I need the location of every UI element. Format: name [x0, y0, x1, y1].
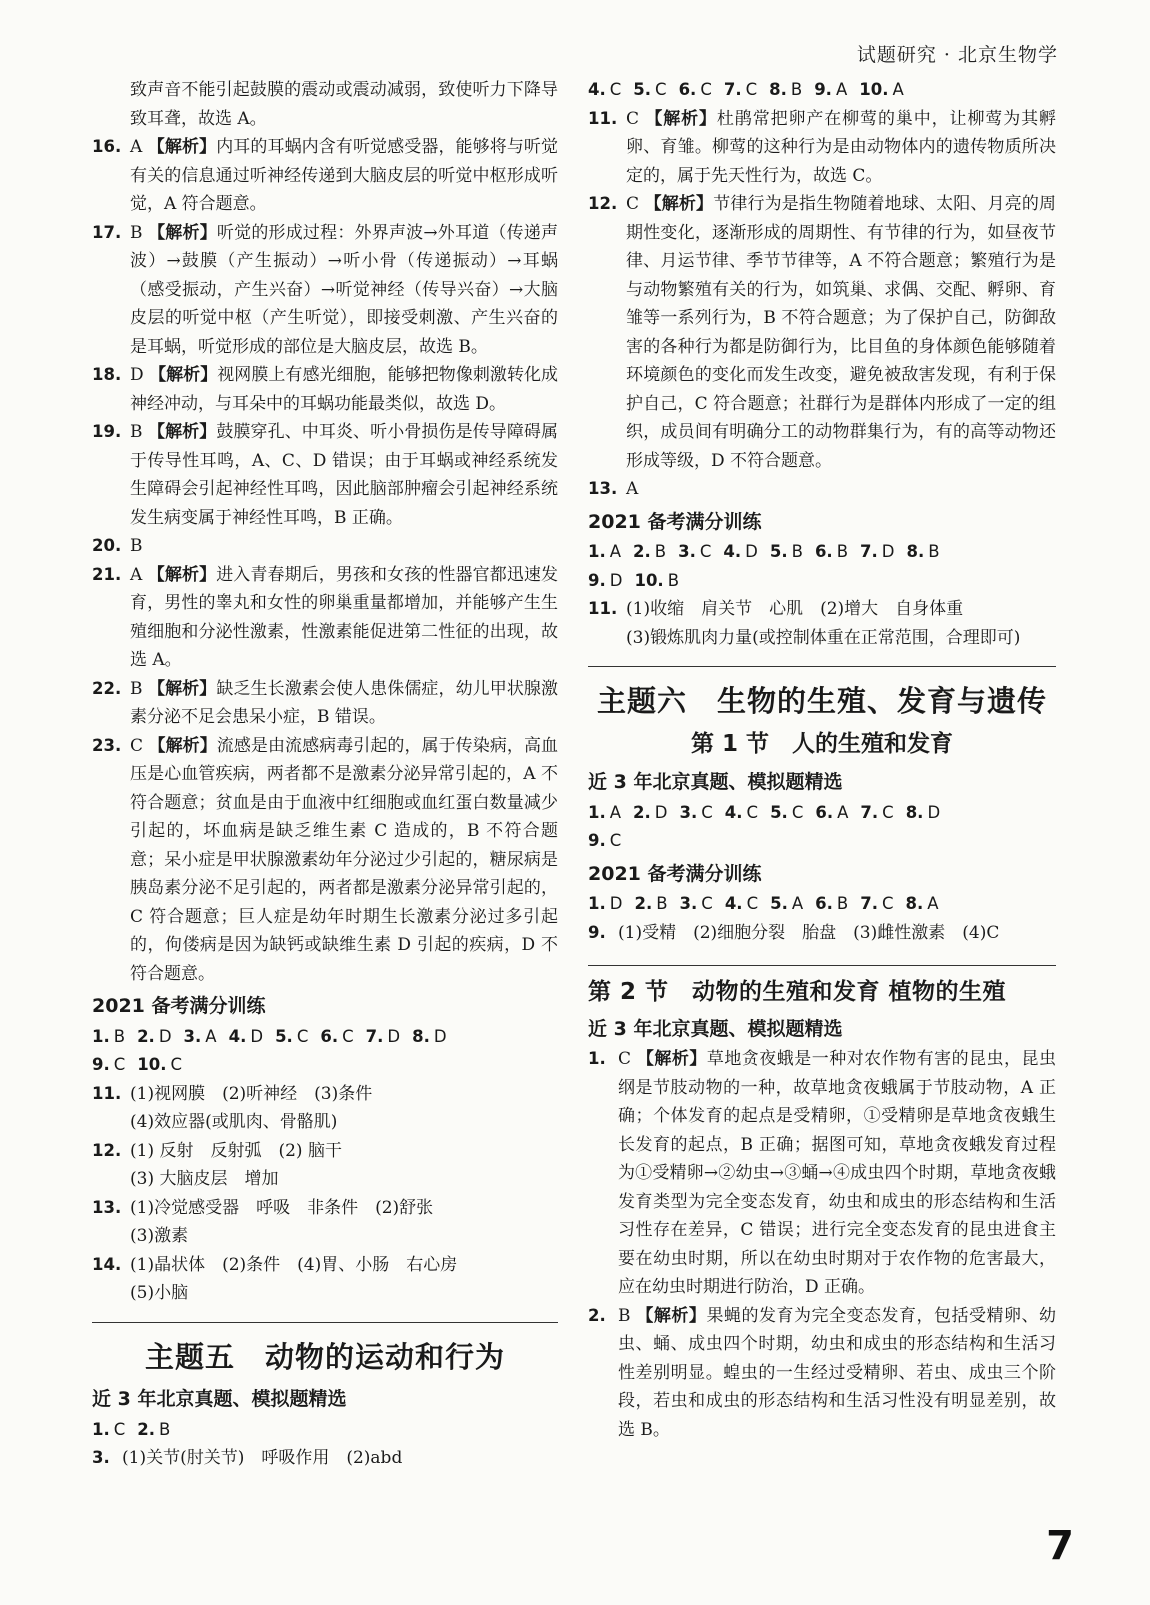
answer-text	[130, 133, 558, 219]
answer-row	[92, 1416, 558, 1445]
answer-letter: B	[667, 570, 680, 590]
answer-text	[130, 1080, 558, 1137]
question-number: 3.	[679, 894, 698, 913]
left-column	[92, 76, 558, 1473]
question-number: 18.	[92, 365, 122, 384]
fill-answer-list	[92, 1080, 558, 1308]
answer-letter: A	[609, 542, 622, 561]
topic6-title: 主题六 生物的生殖、发育与遗传	[596, 684, 1047, 718]
analysis-text: 缺乏生长激素会使人患侏儒症，幼儿甲状腺激素分泌不足会患呆小症，B 错误。	[130, 678, 559, 727]
answer-letter: D	[654, 802, 668, 822]
question-number: 7.	[723, 80, 742, 99]
question-number: 16.	[92, 137, 122, 156]
answer-item	[92, 1251, 558, 1308]
answer-line: (3) 大脑皮层 增加	[130, 1169, 279, 1189]
analysis-text: 草地贪夜蛾是一种对农作物有害的昆虫，昆虫纲是节肢动物的一种，故草地贪夜蛾属于节肢动物，A 正确；个体发育的起点是受精卵，①受精卵是草地贪夜蛾生长发育的起点，B 正确；据图可知，草地贪夜蛾发育过程为①受精卵→②幼虫→③蛹→④成虫四个时期，草地贪夜蛾发育类型为完全变态发育，幼虫和成虫的形态结构和生活习性存在差异，C 错误；进行完全变态发育的昆虫进食主要在幼虫时期，所以在幼虫时期对于农作物的危害最大，应在幼虫时期进行防治，D 正确。	[618, 1049, 1057, 1297]
answer-letter: A	[626, 479, 639, 499]
analysis-text: 流感是由流感病毒引起的，属于传染病，高血压是心血管疾病，两者都不是激素分泌异常引起的，A 不符合题意；贫血是由于血液中红细胞或血红蛋白数量减少引起的，坏血病是缺乏维生素 C 造成的，B 不符合题意；呆小症是甲状腺激素幼年分泌过少引起的，糖尿病是胰岛素分泌不足引起的，两者都是激素分泌异常引起的，C 符合题意；巨人症是幼年时期生长激素分泌过多引起的，佝偻病是因为缺钙或缺维生素 D 引起的疾病，D 不符合题意。	[130, 735, 559, 984]
topic5-title: 主题五 动物的运动和行为	[144, 1339, 505, 1374]
section1-subheading: 近 3 年北京真题、模拟题精选	[588, 771, 843, 793]
question-number: 6.	[320, 1026, 339, 1046]
answer-text	[618, 1045, 1056, 1302]
question-number: 10.	[634, 570, 664, 590]
answer-line: (1)收缩 肩关节 心肌 (2)增大 自身体重	[626, 599, 964, 619]
question-number: 8.	[905, 802, 924, 822]
question-number: 13.	[92, 1197, 122, 1217]
question-number: 3.	[183, 1026, 202, 1046]
answer-row	[92, 1051, 558, 1080]
answer-text: (1)关节(肘关节) 呼吸作用 (2)abd	[122, 1448, 403, 1468]
answer-item	[92, 675, 558, 732]
answer-letter: D	[433, 1026, 447, 1046]
question-number: 1.	[588, 894, 606, 913]
answer-row	[588, 538, 1056, 567]
question-number: 10.	[137, 1055, 167, 1074]
answer-letter: C	[618, 1049, 632, 1069]
analysis-text: 鼓膜穿孔、中耳炎、听小骨损伤是传导障碍属于传导性耳鸣，A、C、D 错误；由于耳蜗或神经系统发生障碍会引起神经性耳鸣，因此脑部肿瘤会引起神经系统发生病变属于神经性耳鸣，B 正确。	[130, 422, 559, 528]
answer-letter: D	[745, 542, 758, 561]
answer-row	[92, 1023, 558, 1052]
answer-letter: C	[700, 80, 712, 99]
answer-letter: B	[130, 536, 143, 556]
question-number: 4.	[588, 80, 606, 99]
answer-letter: C	[170, 1055, 183, 1074]
question-number: 4.	[228, 1026, 247, 1046]
analysis-tag: 【解析】	[636, 1305, 707, 1326]
answer-letter: B	[791, 542, 803, 561]
answer-letter: B	[790, 80, 803, 99]
answer-item	[92, 1194, 558, 1251]
answer-letter: D	[387, 1026, 401, 1046]
question-number: 11.	[92, 1083, 122, 1103]
answer-item	[588, 190, 1056, 475]
answer-letter: B	[130, 222, 143, 243]
analysis-text: 进入青春期后，男孩和女孩的性器官都迅速发育，男性的睾丸和女性的卵巢重量都增加，并能够产生生殖细胞和分泌性激素，性激素能促进第二性征的出现，故选 A。	[130, 564, 559, 670]
question-number: 2.	[137, 1026, 155, 1046]
question-number: 1.	[92, 1026, 110, 1046]
answer-letter: D	[250, 1026, 264, 1046]
question-number: 9.	[588, 570, 606, 590]
answer-letter: D	[158, 1026, 172, 1046]
question-number: 4.	[724, 894, 743, 913]
answer-text	[130, 361, 558, 418]
question-number: 1.	[588, 802, 606, 822]
answer-letter: C	[626, 194, 640, 214]
answer-letter: D	[609, 894, 623, 913]
section1-title: 第 1 节 人的生殖和发育	[690, 730, 954, 757]
question-number: 9.	[588, 831, 606, 850]
answer-letter: B	[130, 678, 143, 699]
topic5-subheading: 近 3 年北京真题、模拟题精选	[92, 1388, 347, 1410]
analysis-text: 节律行为是指生物随着地球、太阳、月亮的周期性变化，逐渐形成的周期性、有节律的行为，如昼夜节律、月运节律、季节节律等，A 不符合题意；繁殖行为是与动物繁殖有关的行为，如筑巢、求偶、交配、孵卵、育雏等一系列行为，B 不符合题意；为了保护自己，防御敌害的各种行为都是防御行为，比目鱼的身体颜色能够随着环境颜色的变化而发生改变，避免被敌害发现，有利于保护自己，C 符合题意；社群行为是群体内形成了一定的组织，成员间有明确分工的动物群集行为，有的高等动物还形成等级，D 不符合题意。	[626, 194, 1057, 471]
section2-answer-list	[588, 1045, 1056, 1444]
answer-row	[588, 890, 1056, 919]
answer-letter: C	[745, 80, 758, 99]
answer-item	[588, 919, 1056, 948]
question-number: 7.	[365, 1026, 384, 1046]
answer-letter: A	[609, 802, 622, 822]
analysis-text: 果蝇的发育为完全变态发育，包括受精卵、幼虫、蛹、成虫四个时期，幼虫和成虫的形态结构和生活习性差别明显。蝗虫的一生经过受精卵、若虫、成虫三个阶段，若虫和成虫的形态结构和生活习性没有明显差别，故选 B。	[618, 1305, 1057, 1440]
question-number: 6.	[815, 802, 834, 822]
answer-letter: C	[746, 894, 759, 913]
answer-letter: C	[113, 1419, 126, 1439]
answer-line: (3)锻炼肌肉力量(或控制体重在正常范围，合理即可)	[626, 627, 1021, 648]
answer-item	[588, 1045, 1056, 1302]
question-number: 9.	[814, 80, 832, 99]
answer-letter: C	[881, 894, 894, 913]
answer-text	[618, 1302, 1056, 1445]
answer-item	[92, 219, 558, 362]
section2-title: 第 2 节 动物的生殖和发育 植物的生殖	[588, 965, 1056, 1007]
analysis-text: 内耳的耳蜗内含有听觉感受器，能够将与听觉有关的信息通过听神经传递到大脑皮层的听觉中枢形成听觉，A 符合题意。	[130, 137, 559, 214]
question-number: 2.	[633, 802, 651, 822]
question-number: 12.	[588, 194, 618, 213]
answer-letter: D	[927, 802, 941, 822]
answer-letter: C	[113, 1055, 126, 1074]
analysis-text: 杜鹃常把卵产在柳莺的巢中，让柳莺为其孵卵、育雏。柳莺的这种行为是由动物体内的遗传物质所决定的，属于先天性行为，故选 C。	[626, 108, 1057, 186]
analysis-tag: 【解析】	[147, 564, 217, 585]
answer-letter: C	[655, 80, 667, 99]
answer-text	[626, 475, 1056, 504]
answer-letter: B	[836, 542, 849, 561]
question-number: 5.	[770, 802, 788, 822]
left-answer-list	[92, 133, 558, 988]
answer-row	[588, 567, 1056, 596]
question-number: 5.	[769, 542, 788, 561]
answer-letter: B	[656, 894, 668, 913]
continued-paragraph: 致声音不能引起鼓膜的震动或震动减弱，致使听力下降导致耳聋，故选 A。	[130, 80, 558, 129]
question-number: 11.	[588, 599, 618, 618]
answer-line: (1)冷觉感受器 呼吸 非条件 (2)舒张	[130, 1197, 434, 1218]
analysis-tag: 【解析】	[636, 1049, 707, 1069]
answer-item	[92, 1137, 558, 1194]
answer-letter: B	[618, 1305, 631, 1326]
answer-row	[588, 799, 1056, 828]
answer-item	[92, 361, 558, 418]
question-number: 10.	[859, 80, 889, 99]
question-number: 7.	[860, 542, 878, 561]
answer-line: (4)效应器(或肌肉、骨骼肌)	[130, 1112, 338, 1132]
answer-item	[92, 1444, 558, 1473]
answer-line: (3)激素	[130, 1226, 189, 1246]
answer-row	[588, 827, 1056, 856]
answer-item	[92, 532, 558, 561]
answer-letter: A	[837, 802, 849, 822]
answer-letter: C	[626, 108, 640, 129]
right-answer-list	[588, 105, 1056, 504]
question-number: 20.	[92, 536, 122, 555]
question-number: 22.	[92, 678, 122, 698]
answer-row	[588, 76, 1056, 105]
right-column	[588, 76, 1056, 1444]
question-number: 5.	[770, 894, 788, 913]
answer-text	[626, 595, 1056, 652]
analysis-tag: 【解析】	[148, 678, 217, 699]
question-number: 3.	[679, 802, 698, 822]
analysis-tag: 【解析】	[148, 735, 217, 756]
question-number: 2.	[633, 542, 651, 561]
question-number: 9.	[92, 1055, 110, 1074]
answer-item	[92, 561, 558, 675]
answer-letter: D	[881, 542, 895, 561]
answer-item	[92, 732, 558, 989]
answer-letter: A	[927, 894, 939, 913]
answer-letter: B	[159, 1419, 171, 1439]
answer-letter: A	[130, 564, 143, 585]
question-number: 2.	[137, 1419, 156, 1439]
answer-text	[130, 732, 558, 989]
analysis-tag: 【解析】	[148, 222, 217, 243]
question-number: 8.	[412, 1026, 430, 1046]
question-number: 7.	[860, 802, 879, 822]
page-number: 7	[1046, 1523, 1074, 1569]
answer-text	[130, 219, 558, 362]
question-number: 17.	[92, 222, 122, 242]
answer-letter: C	[746, 802, 759, 822]
answer-line: (1)晶状体 (2)条件 (4)胃、小肠 右心房	[130, 1254, 458, 1275]
answer-text	[130, 532, 558, 561]
question-number: 4.	[724, 802, 743, 822]
answer-item	[92, 418, 558, 532]
question-number: 19.	[92, 422, 122, 441]
question-number: 11.	[588, 108, 618, 128]
question-number: 5.	[633, 80, 652, 99]
answer-item	[588, 105, 1056, 191]
analysis-text: 视网膜上有感光细胞，能够把物像刺激转化成神经冲动，与耳朵中的耳蜗功能最类似，故选 D。	[130, 365, 559, 414]
question-number: 13.	[588, 479, 618, 498]
answer-letter: C	[699, 542, 712, 561]
question-number: 2.	[634, 894, 653, 913]
question-number: 1.	[588, 542, 606, 561]
question-number: 8.	[905, 894, 924, 913]
answer-line: (5)小脑	[130, 1283, 189, 1303]
question-number: 3.	[92, 1448, 110, 1467]
answer-text	[130, 1251, 558, 1308]
analysis-tag: 【解析】	[149, 365, 218, 385]
answer-letter: B	[836, 894, 849, 913]
question-number: 6.	[814, 542, 833, 561]
question-number: 3.	[678, 542, 696, 561]
answer-text	[626, 105, 1056, 191]
answer-letter: B	[130, 422, 143, 442]
question-number: 9.	[588, 922, 606, 942]
answer-letter: C	[791, 802, 804, 822]
question-number: 1.	[588, 1049, 606, 1068]
analysis-tag: 【解析】	[645, 108, 717, 129]
answer-letter: C	[701, 894, 713, 913]
answer-text: (1)受精 (2)细胞分裂 胎盘 (3)雌性激素 (4)C	[618, 922, 1000, 943]
answer-text	[130, 1194, 558, 1251]
answer-letter: C	[609, 831, 622, 850]
answer-text	[130, 1137, 558, 1194]
running-header: 试题研究 · 北京生物学	[856, 44, 1058, 66]
answer-letter: A	[791, 894, 804, 913]
question-number: 12.	[92, 1140, 122, 1160]
answer-text	[130, 561, 558, 675]
answer-item	[588, 475, 1056, 504]
answer-letter: B	[654, 542, 667, 561]
answer-item	[588, 595, 1056, 652]
answer-text	[130, 675, 558, 732]
question-number: 7.	[860, 894, 878, 913]
answer-letter: C	[882, 802, 894, 822]
answer-letter: B	[928, 542, 940, 561]
question-number: 14.	[92, 1254, 122, 1274]
question-number: 21.	[92, 564, 122, 584]
training-heading: 2021 备考满分训练	[92, 995, 266, 1017]
answer-line: (1)视网膜 (2)听神经 (3)条件	[130, 1083, 373, 1104]
question-number: 5.	[275, 1026, 293, 1046]
answer-line: (1) 反射 反射弧 (2) 脑干	[130, 1140, 342, 1161]
section2-subheading: 近 3 年北京真题、模拟题精选	[588, 1017, 843, 1040]
answer-item	[92, 133, 558, 219]
answer-letter: C	[342, 1026, 354, 1046]
answer-text	[130, 418, 558, 532]
question-number: 6.	[678, 80, 697, 99]
answer-letter: C	[609, 80, 622, 99]
answer-text	[626, 190, 1056, 475]
answer-letter: C	[296, 1026, 309, 1046]
answer-letter: C	[130, 735, 144, 756]
answer-letter: D	[609, 570, 623, 590]
question-number: 2.	[588, 1305, 606, 1325]
question-number: 1.	[92, 1419, 110, 1439]
section-divider	[588, 666, 1056, 667]
answer-letter: B	[113, 1026, 126, 1046]
question-number: 6.	[815, 894, 833, 913]
answer-item	[92, 1080, 558, 1137]
question-number: 4.	[723, 542, 742, 561]
answer-item	[588, 1302, 1056, 1445]
answer-letter: A	[835, 80, 848, 99]
answer-letter: A	[892, 80, 904, 99]
answer-letter: C	[701, 802, 713, 822]
analysis-tag: 【解析】	[148, 422, 217, 442]
answer-letter: A	[205, 1026, 217, 1046]
training-heading: 2021 备考满分训练	[588, 510, 762, 533]
training-heading: 2021 备考满分训练	[588, 862, 762, 885]
analysis-tag: 【解析】	[644, 194, 714, 214]
question-number: 8.	[906, 542, 925, 561]
analysis-text: 听觉的形成过程：外界声波→外耳道（传递声波）→鼓膜（产生振动）→听小骨（传递振动）→耳蜗（感受振动，产生兴奋）→听觉神经（传导兴奋）→大脑皮层的听觉中枢（产生听觉），即接受刺激、产生兴奋的是耳蜗，听觉形成的部位是大脑皮层，故选 B。	[130, 222, 558, 357]
analysis-tag: 【解析】	[147, 137, 217, 157]
question-number: 8.	[769, 80, 787, 99]
answer-letter: D	[130, 365, 144, 385]
question-number: 23.	[92, 735, 122, 755]
section-divider	[92, 1322, 558, 1323]
answer-letter: A	[130, 137, 143, 157]
